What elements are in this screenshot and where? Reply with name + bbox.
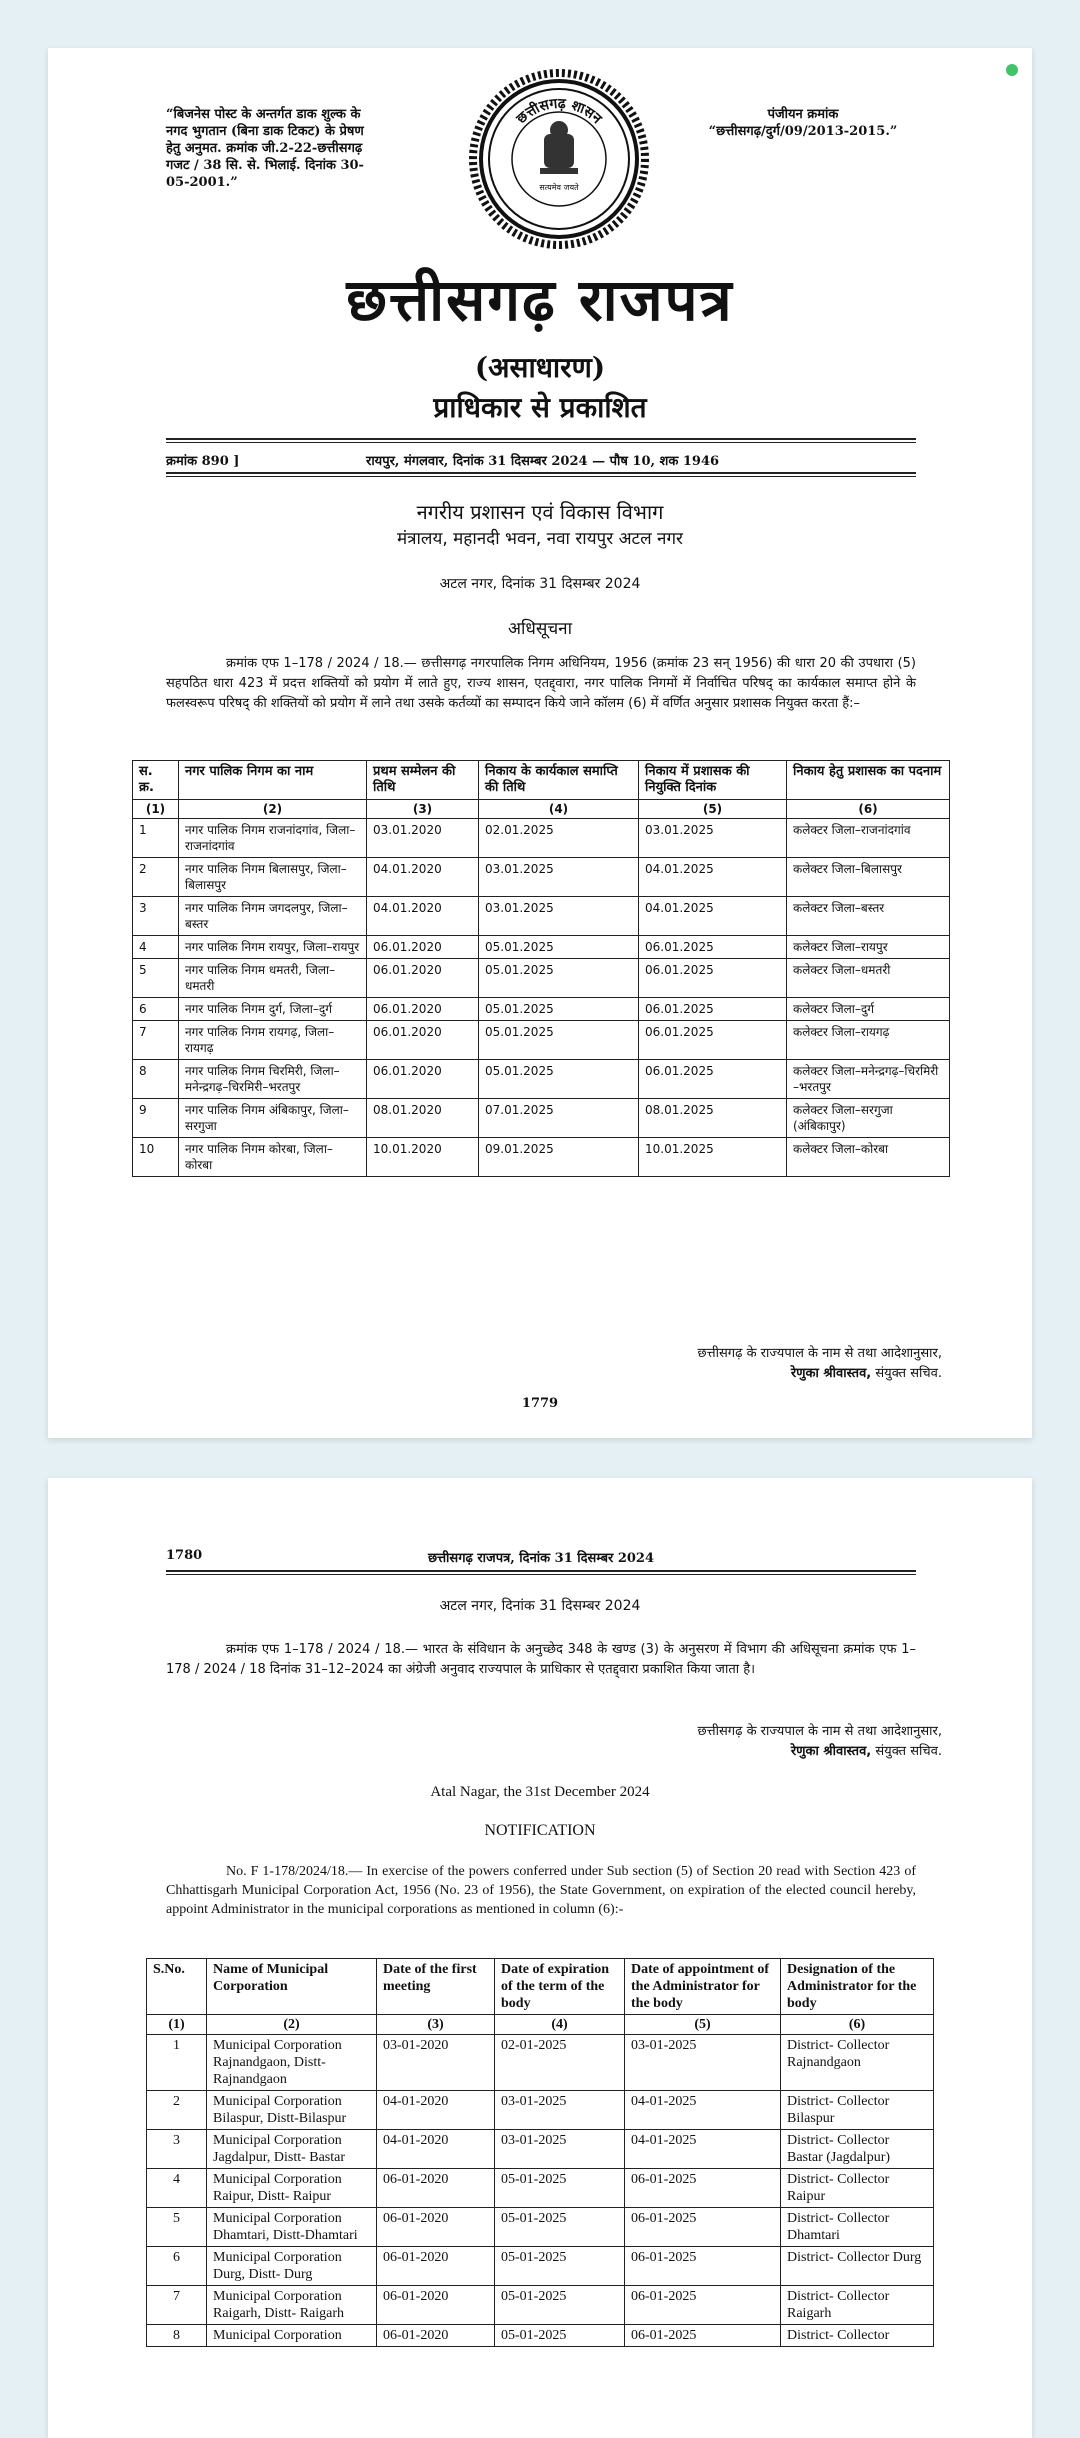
corporation-name-cell: नगर पालिक निगम अंबिकापुर, जिला–सरगुजा (179, 1099, 367, 1138)
corporation-name-cell: Municipal Corporation Rajnandgaon, Distt-Rajnandgaon (207, 2035, 377, 2091)
first-meeting-date-cell: 06.01.2020 (367, 998, 479, 1021)
column-number: (5) (639, 800, 787, 819)
ministry-address: मंत्रालय, महानदी भवन, नवा रायपुर अटल नगर (396, 529, 684, 549)
serial-number-cell: 6 (133, 998, 179, 1021)
table-header-row (147, 1959, 934, 2015)
appointment-date-cell: 08.01.2025 (639, 1099, 787, 1138)
notification-paragraph-english: No. F 1-178/2024/18.— In exercise of the powers conferred under Sub section (5) of Section 20 read with Section 423 of Chhattisgarh Municipal Corporation Act, 1956 (No. 23 of 1956), the State Government, on expiration of the elected council hereby, appoint Administrator in the municipal corporations as mentioned in column (6):- (166, 1864, 916, 1917)
appointment-date-cell: 06.01.2025 (639, 936, 787, 959)
corporation-name-cell: Municipal Corporation Raipur, Distt- Raipur (207, 2169, 377, 2208)
column-number: (6) (781, 2015, 934, 2035)
appointment-date-cell: 06.01.2025 (639, 1060, 787, 1099)
first-meeting-date-cell: 06.01.2020 (367, 936, 479, 959)
table-row (147, 2091, 934, 2130)
published-by-authority: प्राधिकार से प्रकाशित (433, 391, 647, 424)
administrator-designation-cell: District- Collector Durg (781, 2247, 934, 2286)
serial-number-cell: 10 (133, 1138, 179, 1177)
term-expiry-date-cell: 02.01.2025 (479, 819, 639, 858)
administrator-designation-cell: District- Collector Bastar (Jagdalpur) (781, 2130, 934, 2169)
column-header: निकाय हेतु प्रशासक का पदनाम (787, 761, 950, 800)
first-meeting-date-cell: 04-01-2020 (377, 2091, 495, 2130)
table-row (133, 1060, 950, 1099)
table-row (133, 897, 950, 936)
term-expiry-date-cell: 07.01.2025 (479, 1099, 639, 1138)
emblem-text: छत्तीसगढ़ शासन (513, 95, 605, 128)
column-header: नगर पालिक निगम का नाम (179, 761, 367, 800)
corporation-name-cell: नगर पालिक निगम कोरबा, जिला–कोरबा (179, 1138, 367, 1177)
corporation-name-cell: Municipal Corporation Jagdalpur, Distt- Bastar (207, 2130, 377, 2169)
issue-number: क्रमांक 890 ] (166, 454, 240, 469)
appointment-date-cell: 06.01.2025 (639, 1021, 787, 1060)
serial-number-cell: 9 (133, 1099, 179, 1138)
issue-date: रायपुर, मंगलवार, दिनांक 31 दिसम्बर 2024 — पौष 10, शक 1946 (366, 454, 720, 469)
column-number-row (133, 800, 950, 819)
administrator-designation-cell: District- Collector Bilaspur (781, 2091, 934, 2130)
serial-number-cell: 7 (147, 2286, 207, 2325)
term-expiry-date-cell: 05-01-2025 (495, 2286, 625, 2325)
corporation-name-cell: नगर पालिक निगम रायपुर, जिला–रायपुर (179, 936, 367, 959)
administrator-designation-cell: District- Collector Dhamtari (781, 2208, 934, 2247)
column-number: (3) (367, 800, 479, 819)
serial-number-cell: 4 (147, 2169, 207, 2208)
serial-number-cell: 2 (133, 858, 179, 897)
administrator-table-hindi (132, 760, 950, 1177)
term-expiry-date-cell: 03-01-2025 (495, 2091, 625, 2130)
appointment-date-cell: 04.01.2025 (639, 858, 787, 897)
first-meeting-date-cell: 06.01.2020 (367, 1060, 479, 1099)
first-meeting-date-cell: 10.01.2020 (367, 1138, 479, 1177)
state-emblem-seal-icon (468, 68, 650, 250)
first-meeting-date-cell: 06-01-2020 (377, 2169, 495, 2208)
header-rule-top-thin (166, 442, 916, 443)
appointment-date-cell: 06-01-2025 (625, 2286, 781, 2325)
administrator-designation-cell: कलेक्टर जिला–सरगुजा (अंबिकापुर) (787, 1099, 950, 1138)
column-header: निकाय के कार्यकाल समाप्ति की तिथि (479, 761, 639, 800)
notification-paragraph: क्रमांक एफ 1–178 / 2024 / 18.— छत्तीसगढ़ नगरपालिक निगम अधिनियम, 1956 (क्रमांक 23 सन् 1956) की धारा 20 की उपधारा (5) सहपठित धारा 423 में प्रदत्त शक्तियों को प्रयोग में लाते हुए, राज्य शासन, एतद्द्वारा, नगर पालिक निगमों में निर्वाचित परिषद् का कार्यकाल समाप्त होने के फलस्वरूप परिषद् की शक्तियों को प्रयोग में लाने तथा उसके कर्तव्यों का सम्पादन किये जाने कॉलम (6) में वर्णित अनुसार प्रशासक नियुक्त करता हैं:– (166, 656, 916, 711)
column-number: (2) (179, 800, 367, 819)
column-number: (1) (147, 2015, 207, 2035)
appointment-date-cell: 06-01-2025 (625, 2169, 781, 2208)
gazette-masthead: छत्तीसगढ़ राजपत्र (346, 266, 734, 334)
signature-authority-line: छत्तीसगढ़ के राज्यपाल के नाम से तथा आदेशानुसार, (697, 1346, 942, 1361)
running-header-title: छत्तीसगढ़ राजपत्र, दिनांक 31 दिसम्बर 2024 (427, 1551, 655, 1566)
term-expiry-date-cell: 05.01.2025 (479, 998, 639, 1021)
term-expiry-date-cell: 03.01.2025 (479, 897, 639, 936)
postal-permission-note: “बिजनेस पोस्ट के अन्तर्गत डाक शुल्क के नगद भुगतान (बिना डाक टिकट) के प्रेषण हेतु अनुमत. क्रमांक जी.2-22-छत्तीसगढ़ गजट / 38 सि. से. भिलाई. दिनांक 30-05-2001.” (166, 107, 364, 190)
corporation-name-cell: नगर पालिक निगम बिलासपुर, जिला–बिलासपुर (179, 858, 367, 897)
first-meeting-date-cell: 04.01.2020 (367, 858, 479, 897)
serial-number-cell: 1 (133, 819, 179, 858)
serial-number-cell: 8 (147, 2325, 207, 2347)
table-row (133, 1099, 950, 1138)
signatory-title: संयुक्त सचिव. (871, 1744, 942, 1759)
gazette-page-1779 (48, 48, 1032, 1438)
table-row (133, 858, 950, 897)
administrator-table-english (146, 1958, 934, 2347)
column-header: Date of expiration of the term of the body (495, 1959, 625, 2015)
signatory-name: रेणुका श्रीवास्तव, (790, 1366, 872, 1381)
administrator-designation-cell: कलेक्टर जिला–राजनांदगांव (787, 819, 950, 858)
appointment-date-cell: 03.01.2025 (639, 819, 787, 858)
corporation-name-cell: Municipal Corporation Durg, Distt- Durg (207, 2247, 377, 2286)
gazette-page-1780 (48, 1478, 1032, 2438)
first-meeting-date-cell: 06.01.2020 (367, 959, 479, 998)
header-rule-top (166, 438, 916, 440)
serial-number-cell: 4 (133, 936, 179, 959)
serial-number-cell: 1 (147, 2035, 207, 2091)
first-meeting-date-cell: 06-01-2020 (377, 2286, 495, 2325)
table-row (133, 1138, 950, 1177)
header-rule-bottom-thin (166, 476, 916, 477)
appointment-date-cell: 04-01-2025 (625, 2091, 781, 2130)
department-name: नगरीय प्रशासन एवं विकास विभाग (416, 500, 664, 524)
first-meeting-date-cell: 04-01-2020 (377, 2130, 495, 2169)
emblem-motto: सत्यमेव जयते (539, 183, 579, 192)
administrator-designation-cell: District- Collector Rajnandgaon (781, 2035, 934, 2091)
administrator-designation-cell: District- Collector Raigarh (781, 2286, 934, 2325)
term-expiry-date-cell: 02-01-2025 (495, 2035, 625, 2091)
serial-number-cell: 5 (133, 959, 179, 998)
column-number: (4) (479, 800, 639, 819)
table-header-row (133, 761, 950, 800)
column-header: Date of the first meeting (377, 1959, 495, 2015)
table-row (147, 2286, 934, 2325)
first-meeting-date-cell: 03-01-2020 (377, 2035, 495, 2091)
translation-intro-paragraph: क्रमांक एफ 1–178 / 2024 / 18.— भारत के संविधान के अनुच्छेद 348 के खण्ड (3) के अनुसरण में विभाग की अधिसूचना क्रमांक एफ 1–178 / 2024 / 18 दिनांक 31–12–2024 का अंग्रेजी अनुवाद राज्यपाल के प्राधिकार से एतद्द्वारा प्रकाशित किया जाता है। (166, 1642, 916, 1677)
administrator-designation-cell: कलेक्टर जिला–रायपुर (787, 936, 950, 959)
corporation-name-cell: नगर पालिक निगम जगदलपुर, जिला–बस्तर (179, 897, 367, 936)
administrator-designation-cell: District- Collector Raipur (781, 2169, 934, 2208)
appointment-date-cell: 04-01-2025 (625, 2130, 781, 2169)
column-number: (4) (495, 2015, 625, 2035)
administrator-designation-cell: District- Collector (781, 2325, 934, 2347)
corporation-name-cell: नगर पालिक निगम रायगढ़, जिला–रायगढ़ (179, 1021, 367, 1060)
term-expiry-date-cell: 05-01-2025 (495, 2169, 625, 2208)
place-date-hindi: अटल नगर, दिनांक 31 दिसम्बर 2024 (439, 1598, 641, 1614)
status-dot-icon (1006, 64, 1018, 76)
column-header: S.No. (147, 1959, 207, 2015)
serial-number-cell: 3 (147, 2130, 207, 2169)
table-row (133, 959, 950, 998)
table-row (147, 2325, 934, 2347)
administrator-designation-cell: कलेक्टर जिला–धमतरी (787, 959, 950, 998)
administrator-designation-cell: कलेक्टर जिला–कोरबा (787, 1138, 950, 1177)
registration-block (698, 106, 908, 140)
signature-authority-line: छत्तीसगढ़ के राज्यपाल के नाम से तथा आदेशानुसार, (697, 1724, 942, 1739)
serial-number-cell: 6 (147, 2247, 207, 2286)
first-meeting-date-cell: 03.01.2020 (367, 819, 479, 858)
corporation-name-cell: नगर पालिक निगम चिरमिरी, जिला–मनेन्द्रगढ़–चिरमिरी–भरतपुर (179, 1060, 367, 1099)
column-number: (3) (377, 2015, 495, 2035)
signature-block (698, 1722, 942, 1762)
notification-title-english: NOTIFICATION (484, 1822, 596, 1839)
corporation-name-cell: नगर पालिक निगम दुर्ग, जिला–दुर्ग (179, 998, 367, 1021)
table-row (133, 819, 950, 858)
page-number: 1779 (521, 1396, 559, 1411)
appointment-date-cell: 06-01-2025 (625, 2247, 781, 2286)
serial-number-cell: 3 (133, 897, 179, 936)
column-number-row (147, 2015, 934, 2035)
column-number: (6) (787, 800, 950, 819)
appointment-date-cell: 06-01-2025 (625, 2325, 781, 2347)
notification-place-date: अटल नगर, दिनांक 31 दिसम्बर 2024 (439, 576, 641, 592)
column-number: (5) (625, 2015, 781, 2035)
column-header: Name of Municipal Corporation (207, 1959, 377, 2015)
first-meeting-date-cell: 06-01-2020 (377, 2208, 495, 2247)
corporation-name-cell: Municipal Corporation Raigarh, Distt- Raigarh (207, 2286, 377, 2325)
administrator-designation-cell: कलेक्टर जिला–मनेन्द्रगढ़–चिरमिरी –भरतपुर (787, 1060, 950, 1099)
corporation-name-cell: नगर पालिक निगम राजनांदगांव, जिला–राजनांदगांव (179, 819, 367, 858)
administrator-designation-cell: कलेक्टर जिला–बिलासपुर (787, 858, 950, 897)
page-number: 1780 (166, 1548, 203, 1563)
table-row (133, 936, 950, 959)
term-expiry-date-cell: 05.01.2025 (479, 1060, 639, 1099)
term-expiry-date-cell: 09.01.2025 (479, 1138, 639, 1177)
header-rule-bottom (166, 472, 916, 474)
table-row (147, 2035, 934, 2091)
notification-title: अधिसूचना (508, 619, 572, 639)
corporation-name-cell: Municipal Corporation (207, 2325, 377, 2347)
header-rule-thin (166, 1574, 916, 1575)
appointment-date-cell: 03-01-2025 (625, 2035, 781, 2091)
signatory-title: संयुक्त सचिव. (871, 1366, 942, 1381)
column-header: निकाय में प्रशासक की नियुक्ति दिनांक (639, 761, 787, 800)
term-expiry-date-cell: 05.01.2025 (479, 959, 639, 998)
column-number: (1) (133, 800, 179, 819)
term-expiry-date-cell: 05-01-2025 (495, 2325, 625, 2347)
appointment-date-cell: 06.01.2025 (639, 998, 787, 1021)
table-row (147, 2130, 934, 2169)
column-header: प्रथम सम्मेलन की तिथि (367, 761, 479, 800)
administrator-designation-cell: कलेक्टर जिला–बस्तर (787, 897, 950, 936)
term-expiry-date-cell: 05.01.2025 (479, 1021, 639, 1060)
term-expiry-date-cell: 05-01-2025 (495, 2208, 625, 2247)
first-meeting-date-cell: 06-01-2020 (377, 2325, 495, 2347)
registration-number: “छत्तीसगढ़/दुर्ग/09/2013-2015.” (708, 124, 898, 139)
table-row (133, 998, 950, 1021)
first-meeting-date-cell: 04.01.2020 (367, 897, 479, 936)
appointment-date-cell: 06-01-2025 (625, 2208, 781, 2247)
column-number: (2) (207, 2015, 377, 2035)
term-expiry-date-cell: 03.01.2025 (479, 858, 639, 897)
first-meeting-date-cell: 06-01-2020 (377, 2247, 495, 2286)
serial-number-cell: 2 (147, 2091, 207, 2130)
corporation-name-cell: नगर पालिक निगम धमतरी, जिला–धमतरी (179, 959, 367, 998)
corporation-name-cell: Municipal Corporation Dhamtari, Distt-Dhamtari (207, 2208, 377, 2247)
table-row (133, 1021, 950, 1060)
appointment-date-cell: 06.01.2025 (639, 959, 787, 998)
appointment-date-cell: 04.01.2025 (639, 897, 787, 936)
serial-number-cell: 8 (133, 1060, 179, 1099)
column-header: Date of appointment of the Administrator for the body (625, 1959, 781, 2015)
column-header: Designation of the Administrator for the body (781, 1959, 934, 2015)
term-expiry-date-cell: 05.01.2025 (479, 936, 639, 959)
administrator-designation-cell: कलेक्टर जिला–रायगढ़ (787, 1021, 950, 1060)
place-date-english: Atal Nagar, the 31st December 2024 (430, 1784, 650, 1800)
table-row (147, 2169, 934, 2208)
signatory-name: रेणुका श्रीवास्तव, (790, 1744, 872, 1759)
corporation-name-cell: Municipal Corporation Bilaspur, Distt-Bilaspur (207, 2091, 377, 2130)
column-header: स. क्र. (133, 761, 179, 800)
term-expiry-date-cell: 03-01-2025 (495, 2130, 625, 2169)
term-expiry-date-cell: 05-01-2025 (495, 2247, 625, 2286)
table-row (147, 2247, 934, 2286)
table-row (147, 2208, 934, 2247)
appointment-date-cell: 10.01.2025 (639, 1138, 787, 1177)
serial-number-cell: 7 (133, 1021, 179, 1060)
first-meeting-date-cell: 08.01.2020 (367, 1099, 479, 1138)
administrator-designation-cell: कलेक्टर जिला–दुर्ग (787, 998, 950, 1021)
serial-number-cell: 5 (147, 2208, 207, 2247)
extraordinary-label: (असाधारण) (474, 351, 606, 384)
registration-label: पंजीयन क्रमांक (767, 107, 839, 122)
header-rule (166, 1570, 916, 1572)
first-meeting-date-cell: 06.01.2020 (367, 1021, 479, 1060)
signature-block (698, 1344, 942, 1384)
